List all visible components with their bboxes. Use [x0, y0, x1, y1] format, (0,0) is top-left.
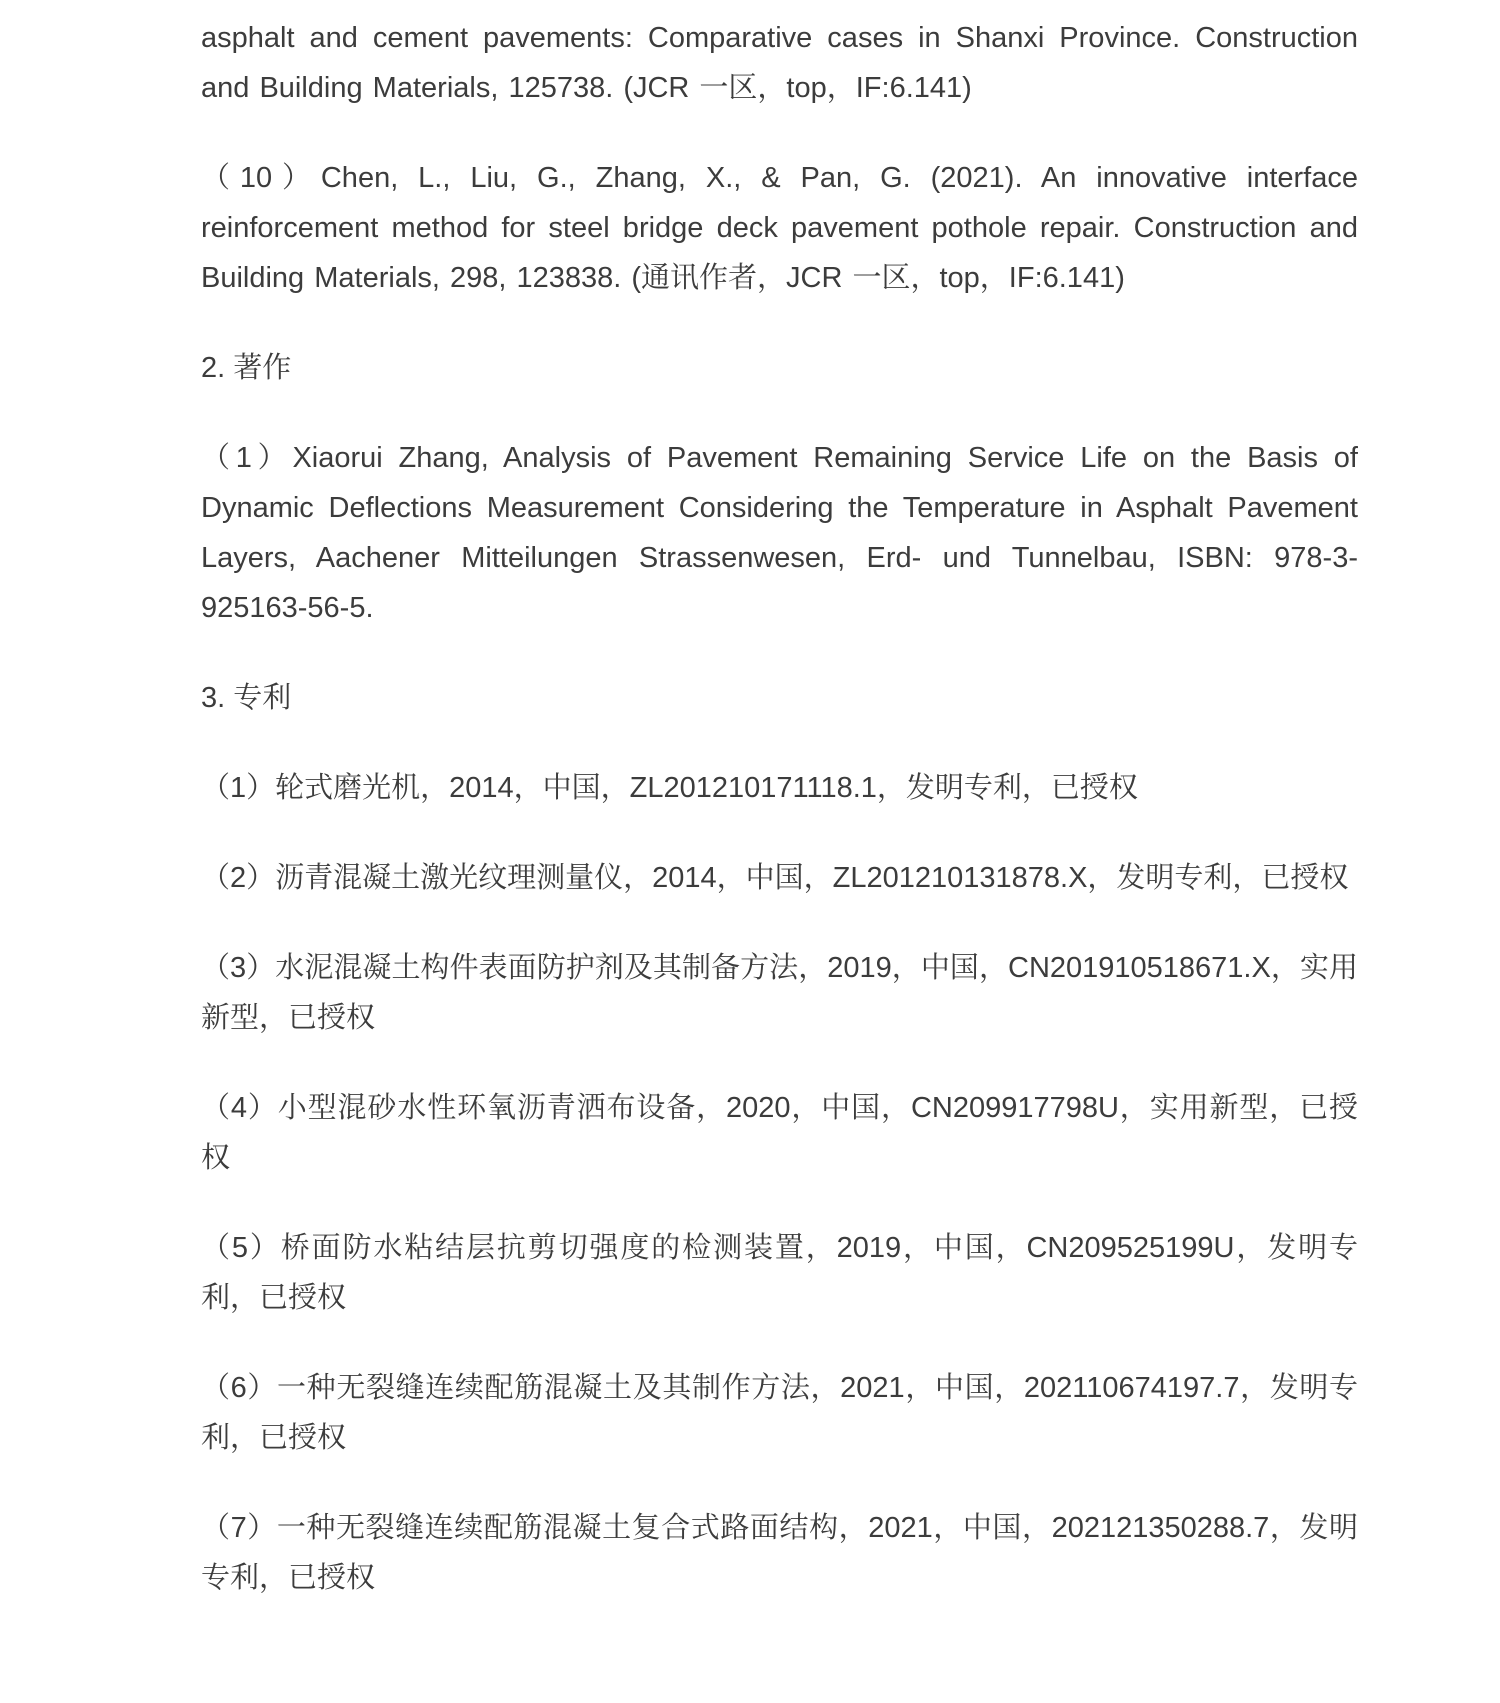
patent-item-6: （6）一种无裂缝连续配筋混凝土及其制作方法，2021，中国，202110674197.7，发明专利，已授权 [201, 1372, 1358, 1454]
patent-item-1: （1）轮式磨光机，2014，中国，ZL201210171118.1，发明专利，已授权 [201, 772, 1138, 804]
patent-item-4: （4）小型混砂水性环氧沥青洒布设备，2020，中国，CN209917798U，实用新型，已授权 [201, 1092, 1358, 1174]
section-heading-books: 2. 著作 [201, 352, 292, 384]
publication-10: （10）Chen, L., Liu, G., Zhang, X., & Pan, G. (2021). An innovative interface reinforcement method for steel bridge deck pavement pothole repair. Construction and Building Materials, 298, 123838. (通讯作者，JCR 一区，top，IF:6.141) [201, 162, 1358, 294]
section-heading-patents: 3. 专利 [201, 682, 292, 714]
patent-item-2: （2）沥青混凝土激光纹理测量仪，2014，中国，ZL201210131878.X，发明专利，已授权 [201, 862, 1349, 894]
publication-9-continuation: asphalt and cement pavements: Comparative cases in Shanxi Province. Construction and Building Materials, 125738. (JCR 一区，top，IF:6.141) [201, 22, 1358, 104]
patent-item-5: （5）桥面防水粘结层抗剪切强度的检测装置，2019，中国，CN209525199U，发明专利，已授权 [201, 1232, 1358, 1314]
cv-document-page [201, 13, 1358, 1603]
book-item-1: （1）Xiaorui Zhang, Analysis of Pavement Remaining Service Life on the Basis of Dynamic Deflections Measurement Considering the Temperature in Asphalt Pavement Layers, Aachener Mitteilungen Strassenwesen, Erd- und Tunnelbau, ISBN: 978-3-925163-56-5. [201, 442, 1358, 624]
patent-item-3: （3）水泥混凝土构件表面防护剂及其制备方法，2019，中国，CN201910518671.X，实用新型，已授权 [201, 952, 1358, 1034]
patent-item-7: （7）一种无裂缝连续配筋混凝土复合式路面结构，2021，中国，202121350288.7，发明专利，已授权 [201, 1512, 1358, 1594]
